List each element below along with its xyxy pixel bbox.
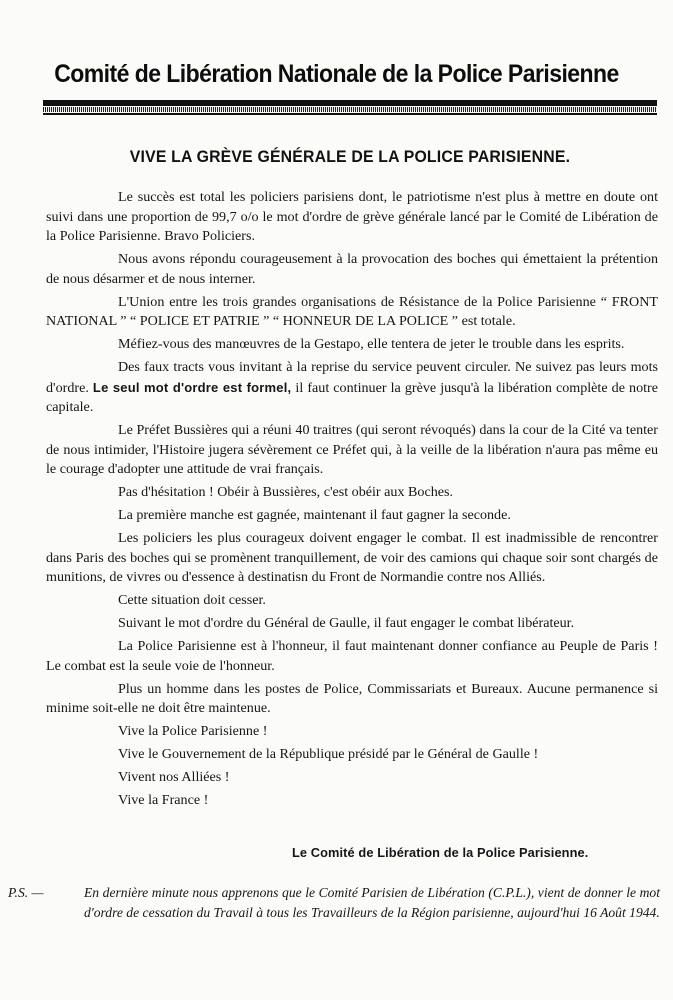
paragraph-de-gaulle: Suivant le mot d'ordre du Général de Gaulle, il faut engager le combat libérateur. [118, 615, 575, 631]
main-heading: VIVE LA GRÈVE GÉNÉRALE DE LA POLICE PARISIENNE. [129, 147, 571, 166]
paragraph-no-posts: Plus un homme dans les postes de Police, Commissariats et Bureaux. Aucune permanence si minime soit-elle ne doit être maintenue. [46, 680, 658, 716]
paragraph-combat: Les policiers les plus courageux doivent engager le combat. Il est inadmissible de rencontrer dans Paris des boches qui se promènent tranquillement, de voir des camions qui chaque soir sont chargés de munitions, de vivres ou d'essence à destinatisn du Front de Normandie contre nos Alliés. [46, 530, 658, 585]
vive-item: Vivent nos Alliées ! [118, 769, 230, 785]
fake-tracts-text-before: Des faux tracts vous invitant à la reprise du service peuvent circuler. Ne suivez pas leurs mots d'ordre. [46, 359, 658, 396]
body-text [46, 188, 658, 814]
paragraph-prefect: Le Préfet Bussières qui a réuni 40 traitres (qui seront révoqués) dans la cour de la Cité va tenter de nous intimider, l'Histoire jugera sévèrement ce Préfet qui, à la veille de la libération n'aura pas même eu le courage d'adopter une attitude de vrai français. [46, 422, 658, 477]
vive-item: Vive la France ! [118, 792, 209, 808]
paragraph-success: Le succès est total les policiers parisiens dont, le patriotisme n'est plus à mettre en doute ont suivi dans une proportion de 99,7 o/o le mot d'ordre de grève générale lancé par le Comité de Libération de la Police Parisienne. Bravo Policiers. [46, 189, 658, 244]
header-rule [43, 100, 657, 115]
organization-title: Comité de Libération Nationale de la Police Parisienne [54, 60, 619, 88]
postscript-body [8, 883, 660, 922]
postscript [8, 883, 660, 922]
paragraph-gestapo: Méfiez-vous des manœuvres de la Gestapo, elle tentera de jeter le trouble dans les esprits. [118, 336, 625, 352]
paragraph-fake-tracts [46, 358, 658, 418]
header-rule-thick [43, 100, 657, 106]
postscript-text: En dernière minute nous apprenons que le Comité Parisien de Libération (C.P.L.), vient de donner le mot d'ordre de cessation du Travail à tous les Travailleurs de la Région parisienne, aujourd'hui 16 Août 1944. [84, 885, 660, 920]
vive-item: Vive le Gouvernement de la République présidé par le Général de Gaulle ! [118, 746, 539, 762]
paragraph-provocation: Nous avons répondu courageusement à la provocation des boches qui émettaient la prétention de nous désarmer et de nous interner. [46, 251, 658, 287]
paragraph-honour: La Police Parisienne est à l'honneur, il faut maintenant donner confiance au Peuple de Paris ! Le combat est la seule voie de l'honneur. [46, 638, 658, 674]
vive-item: Vive la Police Parisienne ! [118, 723, 268, 739]
paragraph-must-stop: Cette situation doit cesser. [118, 592, 266, 608]
postscript-label: P.S. — [8, 885, 44, 900]
fake-tracts-text-after: il faut continuer la grève jusqu'à la libération complète de notre capitale. [46, 379, 659, 415]
signature: Le Comité de Libération de la Police Parisienne. [292, 845, 589, 860]
paragraph-union: L'Union entre les trois grandes organisations de Résistance de la Police Parisienne “ FRONT NATIONAL ” “ POLICE ET PATRIE ” “ HONNEUR DE LA POLICE ” est totale. [46, 293, 658, 329]
paragraph-first-round: La première manche est gagnée, maintenant il faut gagner la seconde. [118, 507, 511, 523]
vive-list [46, 722, 658, 811]
header-rule-pattern [43, 107, 657, 112]
fake-tracts-bold-text: Le seul mot d'ordre est formel, [92, 379, 292, 395]
header-rule-thin [43, 113, 657, 115]
paragraph-no-hesitation: Pas d'hésitation ! Obéir à Bussières, c'est obéir aux Boches. [118, 484, 454, 500]
